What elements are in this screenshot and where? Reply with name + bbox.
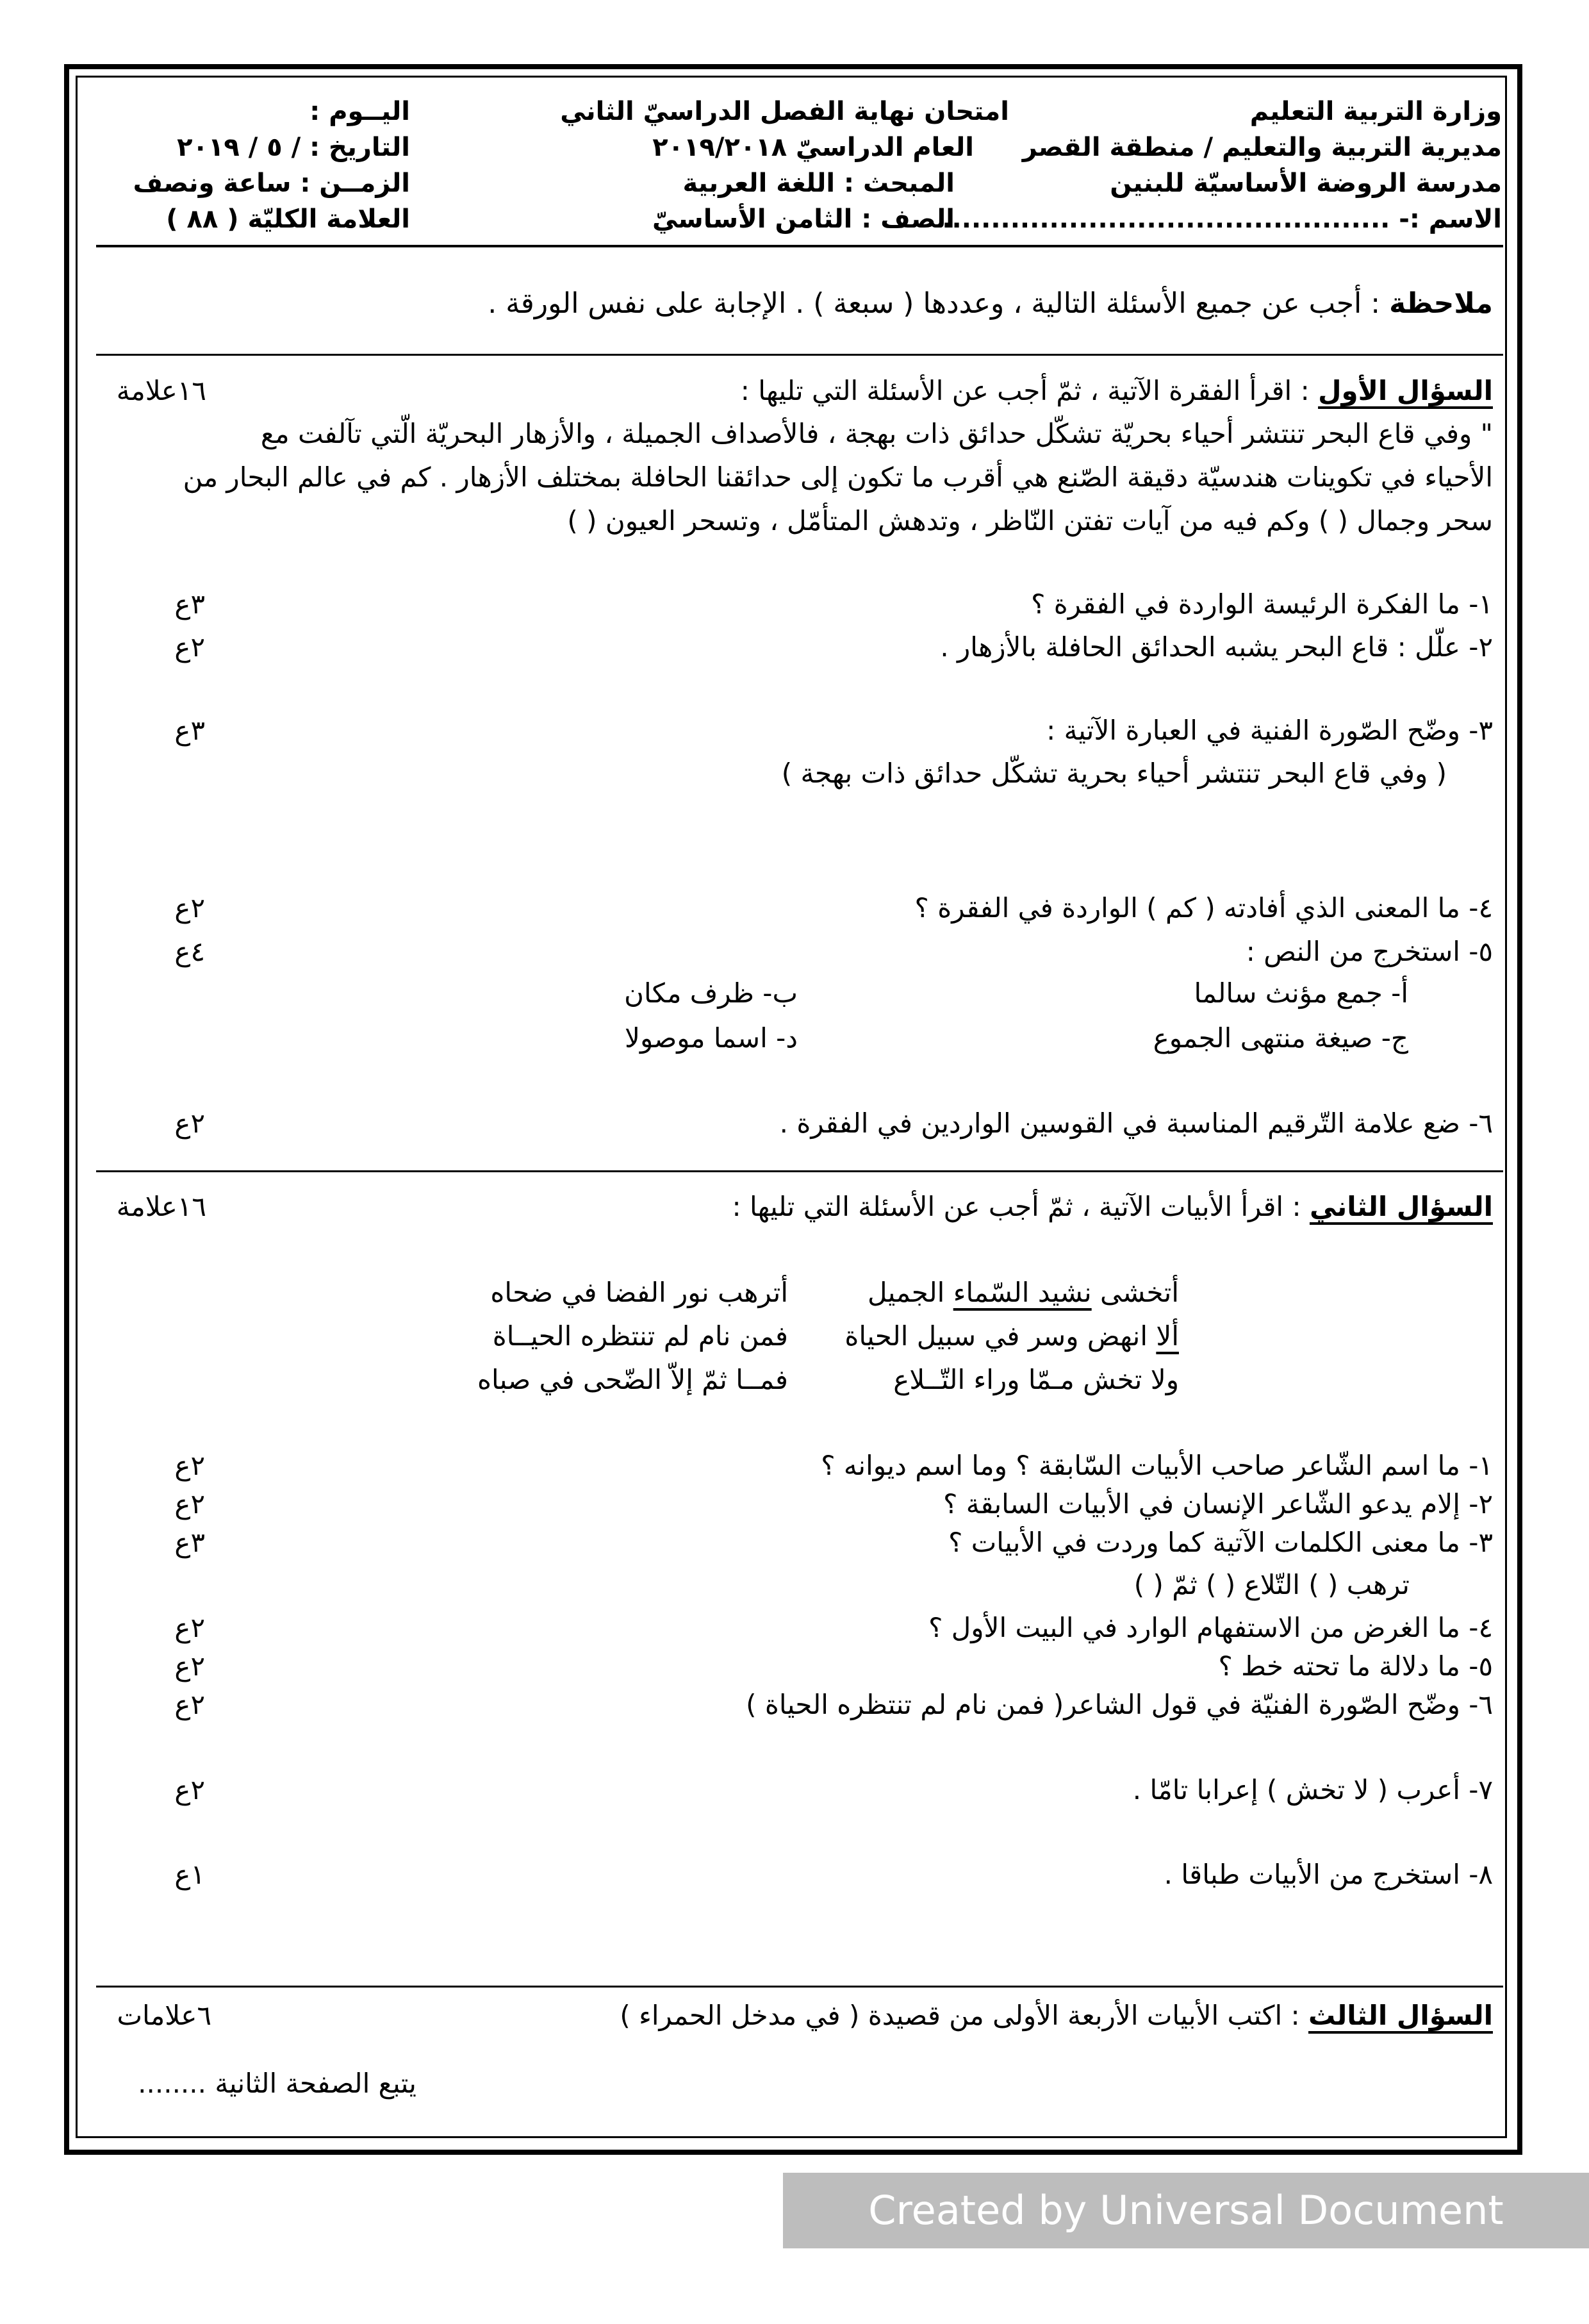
- subject: المبحث : اللغة العربية: [682, 169, 955, 198]
- q2-item-6: ٦- وضّح الصّورة الفنيّة في قول الشاعر( فمن نام لم تنتظره الحياة ): [746, 1689, 1493, 1720]
- q2-item-8-mark: ١ع: [174, 1859, 205, 1890]
- q1-item-2-mark: ٢ع: [174, 631, 205, 663]
- q1-item-6: ٦- ضع علامة التّرقيم المناسبة في القوسين الواردين في الفقرة .: [779, 1108, 1493, 1139]
- q1-passage-line-2: الأحياء في تكوينات هندسيّة دقيقة الصّنع هي أقرب ما تكون إلى حدائقنا الحافلة بمختلف الأزهار . كم في عالم البحار من: [183, 461, 1493, 493]
- note-text: : أجب عن جميع الأسئلة التالية ، وعددها ( سبعة ) . الإجابة على نفس الورقة .: [488, 287, 1390, 320]
- q1-marks: ١٦علامة: [116, 375, 206, 406]
- q1-extract-a: أ- جمع مؤنث سالما: [1194, 977, 1408, 1009]
- q2-item-2: ٢- إلام يدعو الشّاعر الإنسان في الأبيات السابقة ؟: [943, 1488, 1493, 1520]
- poem-verse-1-second-half: أترهب نور الفضا في ضحاه: [490, 1277, 788, 1308]
- exam-date: التاريخ : / ٥ / ٢٠١٩: [177, 133, 410, 162]
- q1-item-5: ٥- استخرج من النص :: [1246, 936, 1493, 967]
- exam-duration: الزمــن : ساعة ونصف: [133, 169, 410, 198]
- student-name-field: الاسم :- ..............................................: [942, 204, 1502, 234]
- q2-item-7: ٧- أعرب ( لا تخش ) إعرابا تامّا .: [1132, 1774, 1493, 1805]
- q3-marks: ٦علامات: [117, 2000, 211, 2031]
- q2-label: السؤال الثاني: [1309, 1191, 1493, 1222]
- q2-item-1-mark: ٢ع: [174, 1450, 205, 1481]
- q1-passage-line-3: سحر وجمال ( ) وكم فيه من آيات تفتن النّاظر ، وتدهش المتأمّل ، وتسحر العيون ( ): [567, 505, 1493, 536]
- q2-item-8: ٨- استخرج من الأبيات طباقا .: [1164, 1859, 1493, 1890]
- q3-heading: [620, 2000, 1493, 2032]
- total-mark: العلامة الكليّة ( ٨٨ ): [166, 204, 410, 234]
- q1-item-3-quote: ( وفي قاع البحر تنتشر أحياء بحرية تشكّل حدائق ذات بهجة ): [781, 758, 1447, 789]
- q2-heading: [732, 1191, 1493, 1223]
- poem-verse-3-second-half: فمــا ثمّ إلاّ الضّحى في صباه: [477, 1364, 788, 1395]
- q1-label: السؤال الأول: [1318, 375, 1493, 406]
- q2-item-7-mark: ٢ع: [174, 1774, 205, 1805]
- poem-verse-3-first-half: ولا تخش مـمّا وراء التّــلاع: [893, 1364, 1179, 1395]
- q2-item-4-mark: ٢ع: [174, 1612, 205, 1643]
- ministry-name: وزارة التربية التعليم: [1249, 97, 1502, 126]
- q2-item-3-words: ترهب ( ) التّلاع ( ) ثمّ ( ): [1133, 1569, 1410, 1600]
- q1-item-6-mark: ٢ع: [174, 1108, 205, 1139]
- q1-extract-d: د- اسما موصولا: [624, 1022, 798, 1054]
- separator-q1: [96, 354, 1503, 356]
- separator-q3: [96, 1986, 1503, 1988]
- q1-item-3-mark: ٣ع: [174, 715, 205, 746]
- q2-item-3: ٣- ما معنى الكلمات الآتية كما وردت في الأبيات ؟: [948, 1527, 1493, 1558]
- note-label: ملاحظة: [1389, 287, 1493, 320]
- q1-item-3: ٣- وضّح الصّورة الفنية في العبارة الآتية :: [1046, 715, 1493, 746]
- grade: الصف : الثامن الأساسيّ: [652, 204, 955, 234]
- q2-item-2-mark: ٢ع: [174, 1488, 205, 1520]
- q1-passage-line-1: " وفي قاع البحر تنتشر أحياء بحريّة تشكّل حدائق ذات بهجة ، فالأصداف الجميلة ، والأزهار البحريّة الّتي تآلفت مع: [260, 418, 1493, 449]
- q3-instruction: : اكتب الأبيات الأربعة الأولى من قصيدة ( في مدخل الحمراء ): [620, 2000, 1308, 2031]
- converter-watermark: Created by Universal Document Converter: [783, 2173, 1589, 2248]
- q2-item-6-mark: ٢ع: [174, 1689, 205, 1720]
- q2-marks: ١٦علامة: [116, 1191, 206, 1222]
- q1-heading: [741, 375, 1493, 407]
- q3-label: السؤال الثالث: [1308, 2000, 1493, 2031]
- q2-item-3-mark: ٣ع: [174, 1527, 205, 1558]
- q2-item-4: ٤- ما الغرض من الاستفهام الوارد في البيت الأول ؟: [928, 1612, 1493, 1643]
- q2-item-5-mark: ٢ع: [174, 1650, 205, 1682]
- q2-instruction: : اقرأ الأبيات الآتية ، ثمّ أجب عن الأسئلة التي تليها :: [732, 1191, 1310, 1222]
- q2-item-5: ٥- ما دلالة ما تحته خط ؟: [1218, 1650, 1493, 1682]
- poem-verse-1-first-half: أتخشى نشيد السّماء الجميل: [868, 1277, 1179, 1308]
- q1-extract-b: ب- ظرف مكان: [624, 977, 798, 1009]
- poem-verse-2-first-half: ألا انهض وسر في سبيل الحياة: [844, 1320, 1179, 1352]
- note-line: [488, 287, 1493, 321]
- q1-extract-c: ج- صيغة منتهى الجموع: [1153, 1022, 1408, 1054]
- school-name: مدرسة الروضة الأساسيّة للبنين: [1110, 169, 1502, 198]
- poem-verse-2-second-half: فمن نام لم تنتظره الحيــاة: [492, 1320, 788, 1352]
- exam-title: امتحان نهاية الفصل الدراسيّ الثاني: [560, 97, 1009, 126]
- directorate-name: مديرية التربية والتعليم / منطقة القصر: [1022, 133, 1502, 162]
- q1-item-2: ٢- علّل : قاع البحر يشبه الحدائق الحافلة بالأزهار .: [940, 631, 1493, 663]
- exam-day: اليــوم :: [309, 97, 410, 126]
- q1-item-4-mark: ٢ع: [174, 892, 205, 924]
- q1-item-1: ١- ما الفكرة الرئيسة الواردة في الفقرة ؟: [1031, 588, 1493, 620]
- q1-instruction: : اقرأ الفقرة الآتية ، ثمّ أجب عن الأسئلة التي تليها :: [740, 375, 1319, 406]
- separator-q2: [96, 1170, 1503, 1172]
- continue-next-page: يتبع الصفحة الثانية ........: [138, 2068, 416, 2099]
- q1-item-1-mark: ٣ع: [174, 588, 205, 620]
- academic-year: العام الدراسيّ ٢٠١٩/٢٠١٨: [652, 133, 974, 162]
- q2-item-1: ١- ما اسم الشّاعر صاحب الأبيات السّابقة ؟ وما اسم ديوانه ؟: [821, 1450, 1493, 1481]
- header-divider: [96, 245, 1503, 247]
- q1-item-5-mark: ٤ع: [174, 936, 205, 967]
- q1-item-4: ٤- ما المعنى الذي أفادته ( كم ) الواردة في الفقرة ؟: [914, 892, 1493, 924]
